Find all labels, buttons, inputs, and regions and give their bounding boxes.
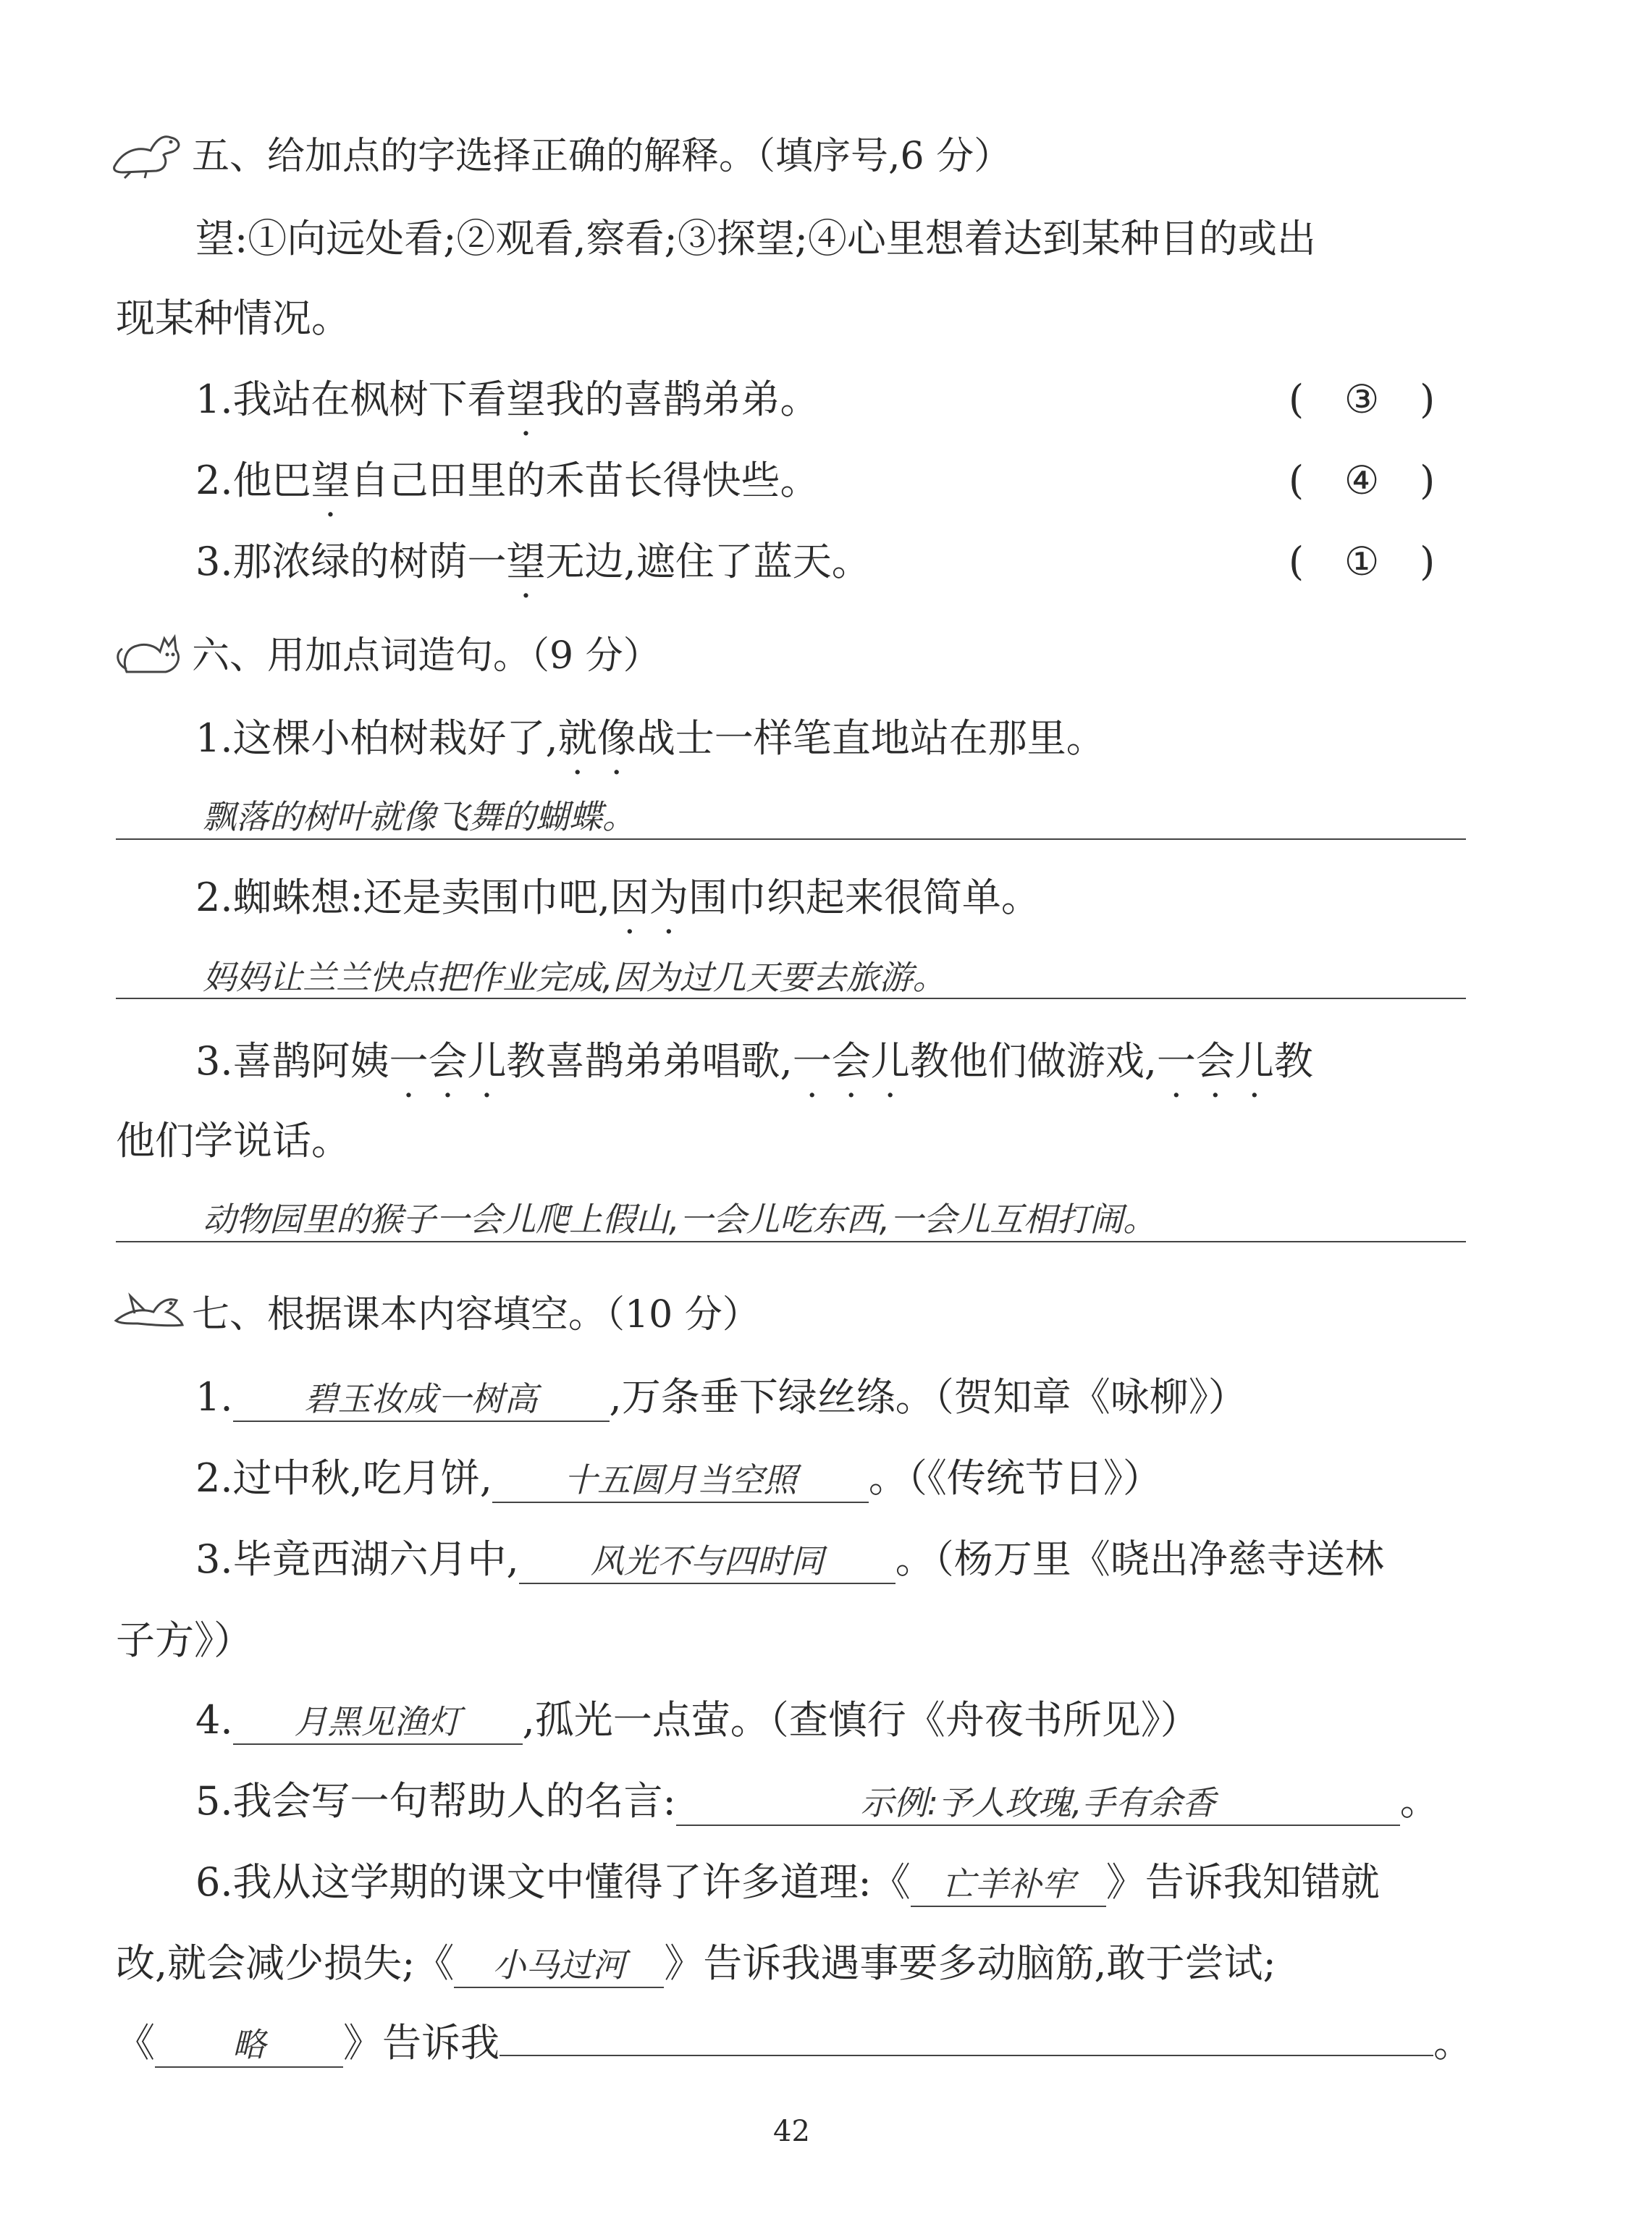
list-item: 6.我从这学期的课文中懂得了许多道理:《 亡羊补牢 》告诉我知错就 — [195, 1856, 1380, 1909]
definition-line-2: 现某种情况。 — [116, 295, 350, 341]
answer-line — [116, 998, 1466, 999]
answer-blank: 亡羊补牢 — [911, 1862, 1106, 1907]
answer-line — [116, 838, 1466, 840]
answer-paren: ( ① ) — [1289, 539, 1436, 584]
answer-blank: 碧玉妆成一树高 — [233, 1377, 610, 1422]
answer-text: 飘落的树叶就像飞舞的蝴蝶。 — [203, 797, 636, 836]
list-item: 5.我会写一句帮助人的名言: 示例:予人玫瑰,手有余香 。 — [195, 1775, 1439, 1827]
answer-paren: ( ④ ) — [1289, 458, 1436, 503]
list-item: 1.这棵小柏树栽好了,就像战士一样笔直地站在那里。 — [195, 715, 1105, 761]
answer-blank: 小马过河 — [454, 1943, 664, 1988]
question-line-2: 他们学说话。 — [116, 1118, 350, 1163]
list-item: 1.我站在枫树下看望我的喜鹊弟弟。 — [195, 376, 819, 422]
list-item: 1. 碧玉妆成一树高 ,万条垂下绿丝绦。（贺知章《咏柳》） — [195, 1371, 1247, 1423]
seal-icon — [109, 122, 188, 180]
list-item: 2.他巴望自己田里的禾苗长得快些。 — [195, 458, 819, 503]
list-item: 3.那浓绿的树荫一望无边,遮住了蓝天。 — [195, 539, 871, 584]
page-number: 42 — [773, 2115, 810, 2148]
answer-text: 动物园里的猴子一会儿爬上假山,一会儿吃东西,一会儿互相打闹。 — [203, 1200, 1157, 1239]
list-item: 4. 月黑见渔灯 ,孤光一点萤。（查慎行《舟夜书所见》） — [195, 1694, 1200, 1746]
list-item: 3.毕竟西湖六月中, 风光不与四时同 。（杨万里《晓出净慈寺送林 — [195, 1533, 1384, 1586]
question-line-3: 《 略 》告诉我 。 — [116, 2017, 1472, 2069]
cat-icon — [112, 621, 192, 679]
empty-blank — [500, 2055, 1433, 2056]
question-line-2: 改,就会减少损失;《 小马过河 》告诉我遇事要多动脑筋,敢于尝试; — [116, 1937, 1276, 1990]
question-line-2: 子方》） — [116, 1617, 253, 1663]
answer-text: 妈妈让兰兰快点把作业完成,因为过几天要去旅游。 — [203, 958, 946, 997]
section7-title: 七、根据课本内容填空。（10 分） — [192, 1293, 760, 1337]
answer-line — [116, 1241, 1466, 1242]
answer-blank: 示例:予人玫瑰,手有余香 — [676, 1781, 1400, 1826]
section5-title: 五、给加点的字选择正确的解释。（填序号,6 分） — [192, 135, 1012, 178]
answer-blank: 风光不与四时同 — [519, 1539, 895, 1584]
answer-blank: 月黑见渔灯 — [233, 1700, 523, 1745]
answer-blank: 十五圆月当空照 — [492, 1458, 869, 1503]
bird-icon — [109, 1280, 188, 1338]
answer-blank: 略 — [155, 2023, 343, 2068]
definition-line-1: 望:①向远处看;②观看,察看;③探望;④心里想着达到某种目的或出 — [195, 216, 1316, 261]
section6-title: 六、用加点词造句。（9 分） — [192, 634, 661, 678]
list-item: 2.过中秋,吃月饼, 十五圆月当空照 。（《传统节日》） — [195, 1452, 1162, 1505]
list-item: 3.喜鹊阿姨一会儿教喜鹊弟弟唱歌,一会儿教他们做游戏,一会儿教 — [195, 1038, 1313, 1084]
list-item: 2.蜘蛛想:还是卖围巾吧,因为围巾织起来很简单。 — [195, 875, 1040, 920]
answer-paren: ( ③ ) — [1289, 376, 1436, 422]
